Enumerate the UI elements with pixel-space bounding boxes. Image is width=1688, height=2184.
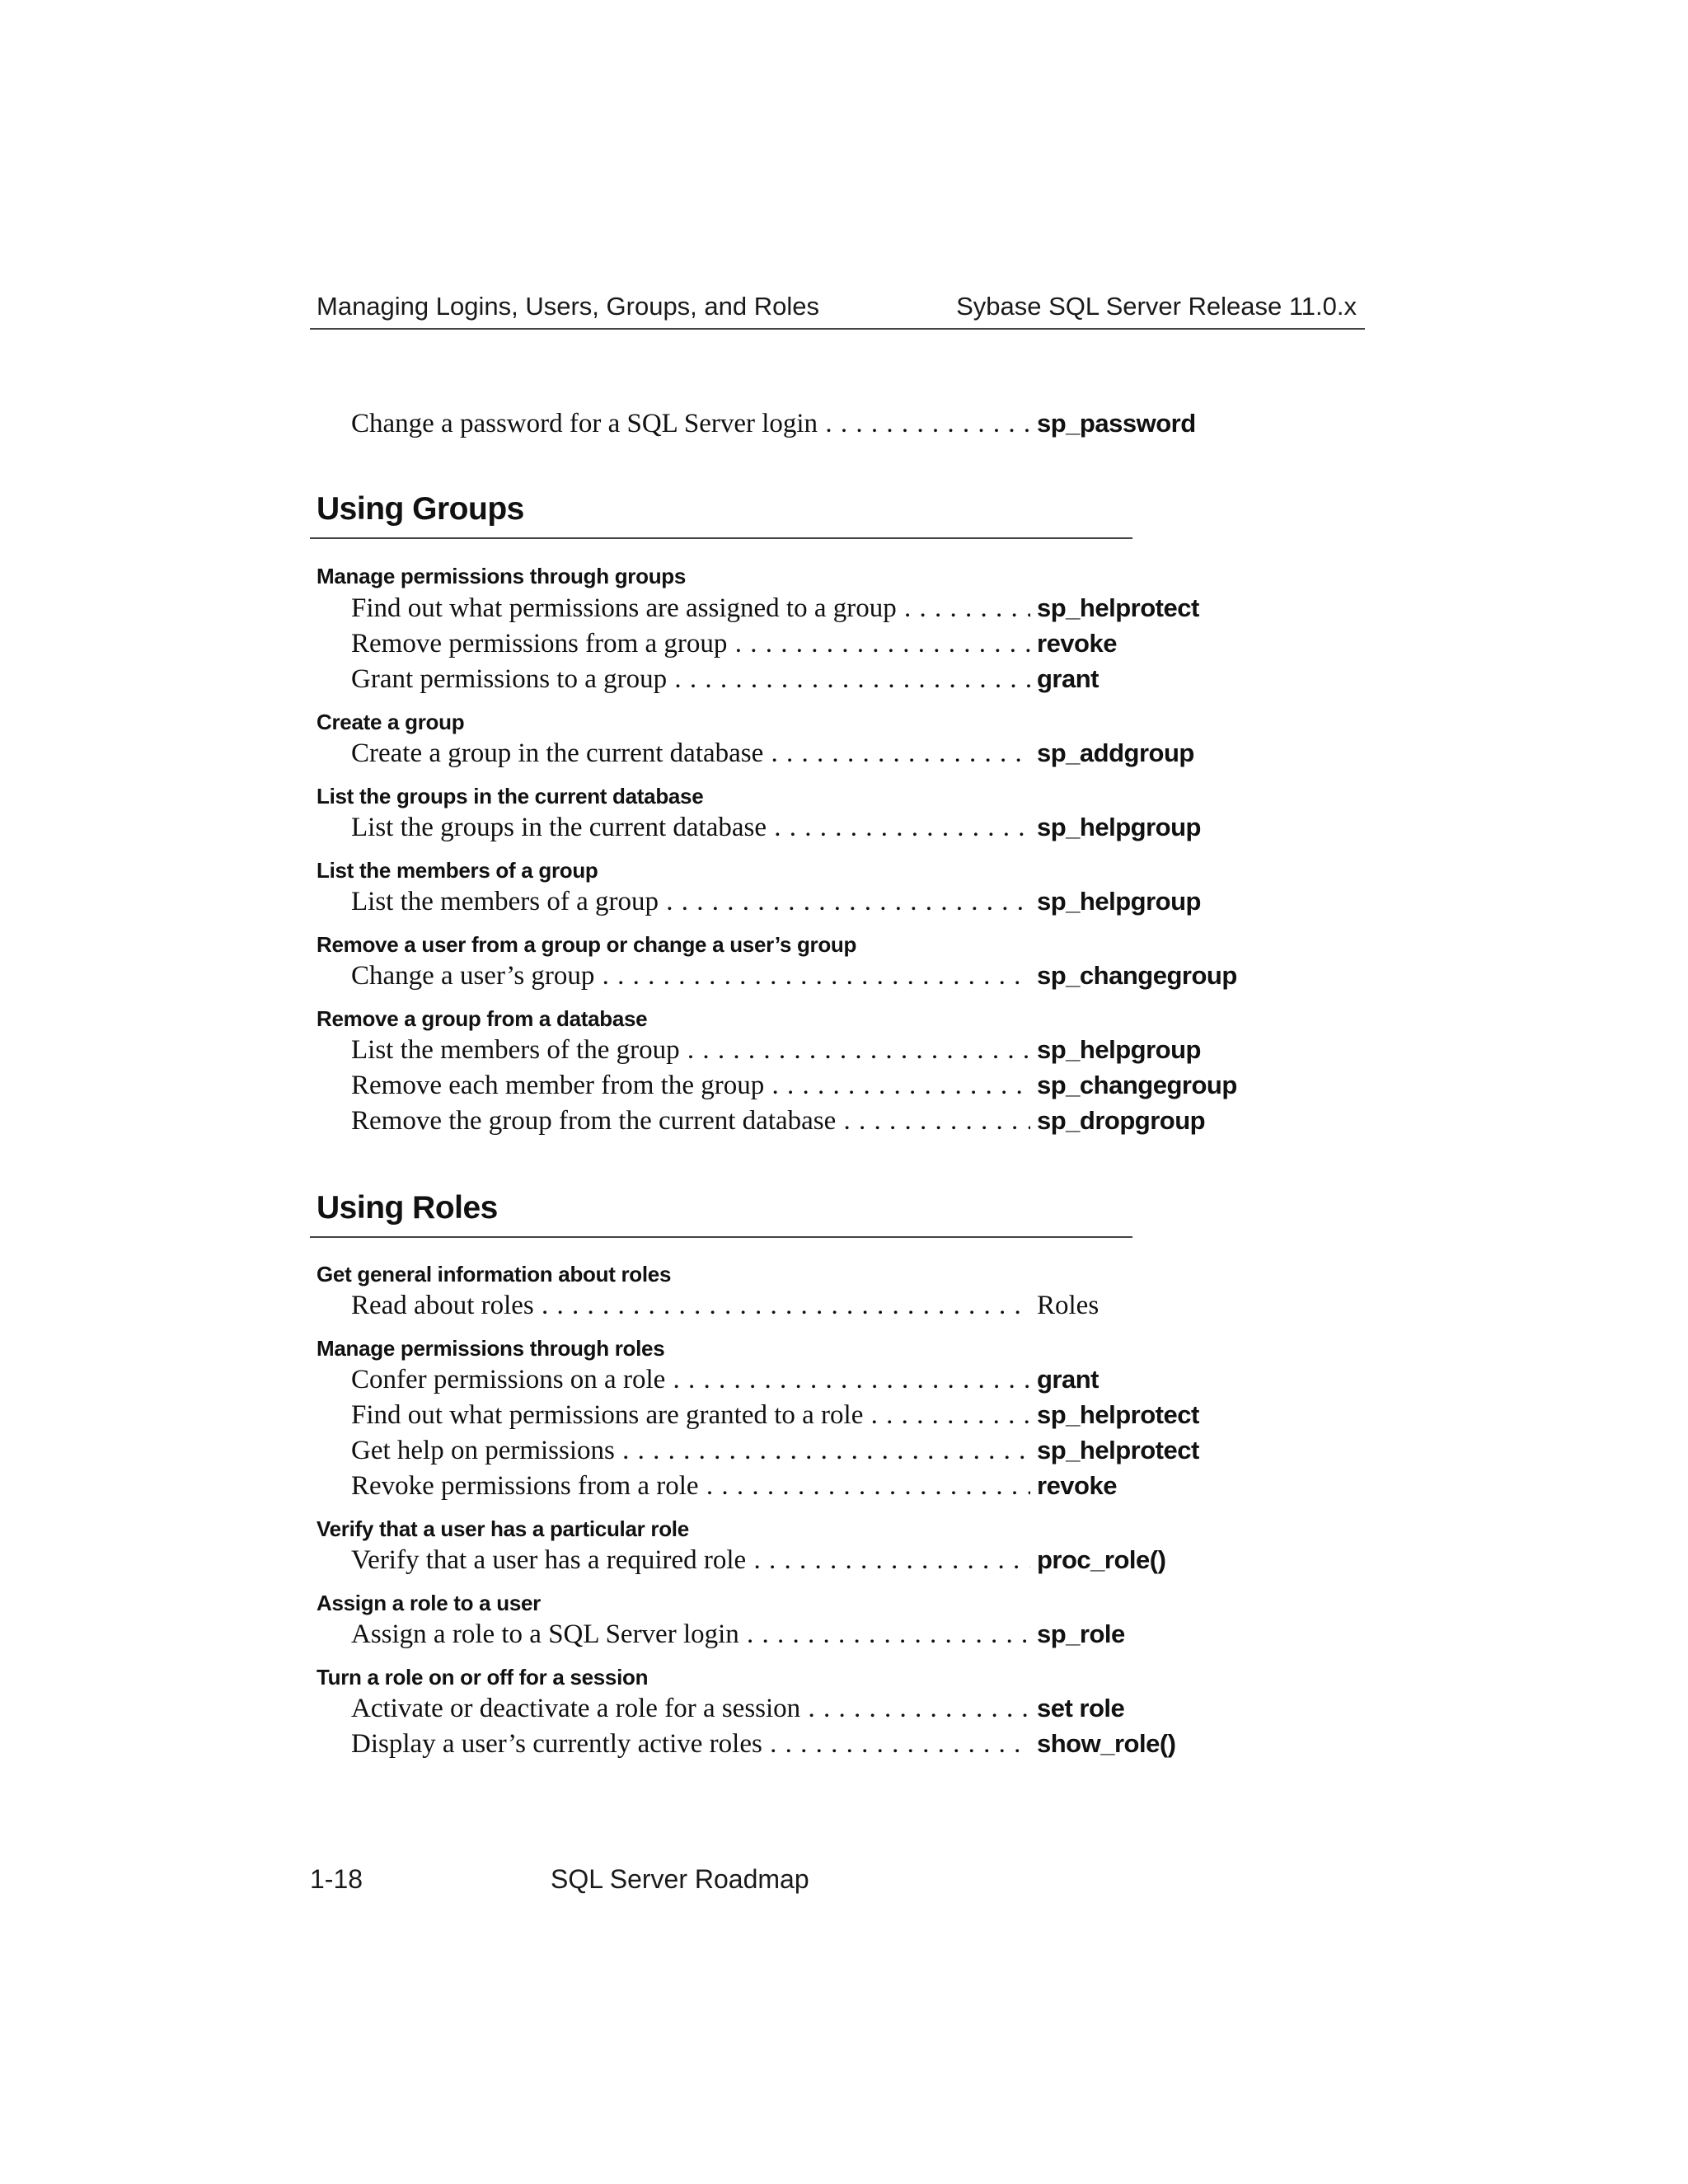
entry-description: Get help on permissions . . . (351, 1432, 1030, 1469)
entry-description: Display a user’s currently active roles . . . (351, 1726, 1030, 1762)
entry-command: sp_helprotect (1037, 593, 1199, 622)
entry-command: sp_helprotect (1037, 1400, 1199, 1429)
entry-command: sp_dropgroup (1037, 1106, 1206, 1135)
entry-command: sp_helpgroup (1037, 1035, 1201, 1064)
section-title-roles: Using Roles (316, 1190, 498, 1226)
roadmap-entry (351, 1067, 1258, 1104)
roadmap-entry (351, 1103, 1258, 1139)
entry-command: sp_helprotect (1037, 1436, 1199, 1465)
roadmap-entry (351, 1726, 1258, 1762)
roadmap-entry (351, 1468, 1258, 1504)
roadmap-entry (351, 883, 1258, 920)
footer-book-title: SQL Server Roadmap (551, 1864, 809, 1894)
entry-description: List the groups in the current database . . . (351, 809, 1030, 846)
header-release-title: Sybase SQL Server Release 11.0.x (956, 292, 1357, 321)
page-number: 1-18 (310, 1864, 363, 1894)
roadmap-entry (351, 1361, 1258, 1398)
entry-command: show_role() (1037, 1729, 1176, 1758)
entry-description: Find out what permissions are granted to a role . . . (351, 1397, 1030, 1433)
roadmap-entry (351, 1690, 1258, 1727)
section-rule (310, 1236, 1132, 1238)
entry-command: Roles (1037, 1291, 1100, 1320)
entry-command: revoke (1037, 629, 1117, 658)
subheading: Manage permissions through roles (316, 1336, 665, 1361)
entry-command: sp_password (1037, 409, 1196, 438)
roadmap-entry (351, 590, 1258, 626)
roadmap-entry (351, 1397, 1258, 1433)
entry-description: Create a group in the current database . . . (351, 735, 1030, 771)
roadmap-entry (351, 1616, 1258, 1652)
entry-description: Remove the group from the current database . . . (351, 1103, 1030, 1139)
section-title-groups: Using Groups (316, 491, 524, 527)
entry-command: sp_addgroup (1037, 738, 1194, 767)
entry-command: sp_role (1037, 1619, 1125, 1648)
running-header (316, 287, 1357, 326)
entry-description: Read about roles . . . (351, 1287, 1030, 1324)
subheading: Assign a role to a user (316, 1591, 541, 1615)
entry-description: List the members of the group . . . (351, 1032, 1030, 1068)
entry-description: Remove permissions from a group . . . (351, 626, 1030, 662)
entry-description: Activate or deactivate a role for a session . . . (351, 1690, 1030, 1727)
subheading: List the members of a group (316, 858, 598, 883)
roadmap-entry (351, 1287, 1258, 1324)
subheading: Get general information about roles (316, 1262, 672, 1286)
roadmap-entry (351, 1432, 1258, 1469)
entry-description: Grant permissions to a group . . . (351, 661, 1030, 697)
entry-description: Revoke permissions from a role . . . (351, 1468, 1030, 1504)
roadmap-entry (351, 958, 1258, 994)
entry-description: Change a user’s group . . . (351, 958, 1030, 994)
entry-command: grant (1037, 664, 1099, 693)
subheading: List the groups in the current database (316, 784, 704, 808)
entry-command: proc_role() (1037, 1545, 1166, 1574)
entry-description: List the members of a group . . . (351, 883, 1030, 920)
entry-description: Verify that a user has a required role . . . (351, 1542, 1030, 1578)
section-rule (310, 537, 1132, 539)
roadmap-entry (351, 661, 1258, 697)
roadmap-entry (351, 1032, 1258, 1068)
entry-command: sp_changegroup (1037, 1071, 1237, 1099)
subheading: Create a group (316, 710, 465, 734)
subheading: Turn a role on or off for a session (316, 1665, 649, 1690)
subheading: Remove a user from a group or change a user’s group (316, 932, 857, 957)
entry-command: sp_helpgroup (1037, 813, 1201, 841)
roadmap-entry (351, 405, 1258, 442)
roadmap-entry (351, 626, 1258, 662)
entry-description: Remove each member from the group . . . (351, 1067, 1030, 1104)
subheading: Remove a group from a database (316, 1006, 648, 1031)
subheading: Manage permissions through groups (316, 564, 687, 588)
header-rule (310, 328, 1365, 330)
entry-command: set role (1037, 1694, 1125, 1722)
entry-description: Assign a role to a SQL Server login . . . (351, 1616, 1030, 1652)
entry-command: revoke (1037, 1471, 1117, 1500)
subheading: Verify that a user has a particular role (316, 1516, 689, 1541)
entry-command: sp_helpgroup (1037, 887, 1201, 916)
entry-description: Confer permissions on a role . . . (351, 1361, 1030, 1398)
entry-description: Change a password for a SQL Server login . . . (351, 405, 1030, 442)
header-chapter-title: Managing Logins, Users, Groups, and Roles (316, 292, 819, 321)
entry-command: grant (1037, 1365, 1099, 1394)
roadmap-entry (351, 735, 1258, 771)
roadmap-entry (351, 1542, 1258, 1578)
entry-description: Find out what permissions are assigned to a group . . . (351, 590, 1030, 626)
roadmap-entry (351, 809, 1258, 846)
entry-command: sp_changegroup (1037, 961, 1237, 990)
